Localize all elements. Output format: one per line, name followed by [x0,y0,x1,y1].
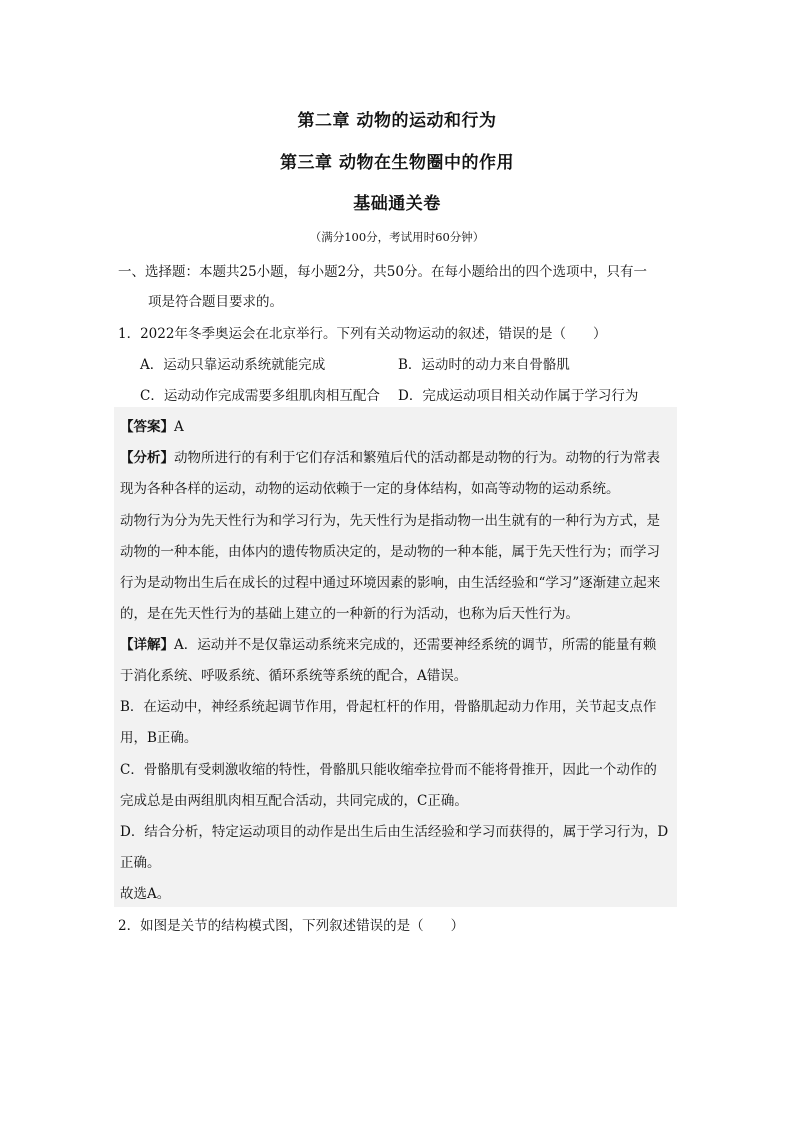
analysis-line: 动物行为分为先天性行为和学习行为，先天性行为是指动物一出生就有的一种行为方式，是 [120,513,660,529]
chapter-title-3: 第三章 动物在生物圈中的作用 [280,153,514,173]
detail-line: 用，B正确。 [120,730,198,746]
analysis-line: 行为是动物出生后在成长的过程中通过环境因素的影响，由生活经验和“学习”逐渐建立起来 [120,575,661,591]
section-instructions-line1: 一、选择题：本题共25小题，每小题2分，共50分。在每小题给出的四个选项中，只有一 [118,264,647,280]
question-1-option-c: C．运动动作完成需要多组肌肉相互配合 [140,388,380,404]
analysis-tag: 【分析】 [120,450,174,466]
detail-line: 完成总是由两组肌肉相互配合活动，共同完成的，C正确。 [120,793,468,809]
detail-line: 故选A。 [120,886,171,902]
detail-line: D．结合分析，特定运动项目的动作是出生后由生活经验和学习而获得的，属于学习行为，D [120,824,669,840]
exam-note: （满分100分，考试用时60分钟） [309,230,485,244]
detail-line: C．骨骼肌有受刺激收缩的特性，骨骼肌只能收缩牵拉骨而不能将骨推开，因此一个动作的 [120,762,657,778]
analysis-line: 动物的一种本能，由体内的遗传物质决定的，是动物的一种本能，属于先天性行为；而学习 [120,544,660,560]
question-1-stem: 1．2022年冬季奥运会在北京举行。下列有关动物运动的叙述，错误的是（ ） [118,326,607,342]
answer-tag: 【答案】 [120,419,174,435]
detail-line: 于消化系统、呼吸系统、循环系统等系统的配合，A错误。 [120,668,468,684]
chapter-title-2: 第二章 动物的运动和行为 [297,111,497,131]
detail-tag: 【详解】 [120,637,174,653]
question-1-option-b: B．运动时的动力来自骨骼肌 [398,357,570,373]
analysis-text: 动物所进行的有利于它们存活和繁殖后代的活动都是动物的行为。动物的行为常表 [174,450,660,466]
answer-value: A [174,419,184,435]
detail-line [120,633,656,653]
paper-title: 基础通关卷 [353,194,441,214]
detail-text: A．运动并不是仅靠运动系统来完成的，还需要神经系统的调节，所需的能量有赖 [174,637,657,653]
detail-line: B．在运动中，神经系统起调节作用，骨起杠杆的作用，骨骼肌起动力作用，关节起支点作 [120,699,657,715]
question-1-option-d: D．完成运动项目相关动作属于学习行为 [398,388,639,404]
analysis-line: 现为各种各样的运动，动物的运动依赖于一定的身体结构，如高等动物的运动系统。 [120,481,620,497]
detail-line: 正确。 [120,855,161,871]
question-2-stem: 2．如图是关节的结构模式图，下列叙述错误的是（ ） [118,918,465,934]
section-instructions-line2: 项是符合题目要求的。 [148,294,283,310]
answer-line [120,415,184,435]
analysis-line [120,446,660,466]
question-1-option-a: A．运动只靠运动系统就能完成 [140,357,326,373]
analysis-line: 的，是在先天性行为的基础上建立的一种新的行为活动，也称为后天性行为。 [120,606,579,622]
